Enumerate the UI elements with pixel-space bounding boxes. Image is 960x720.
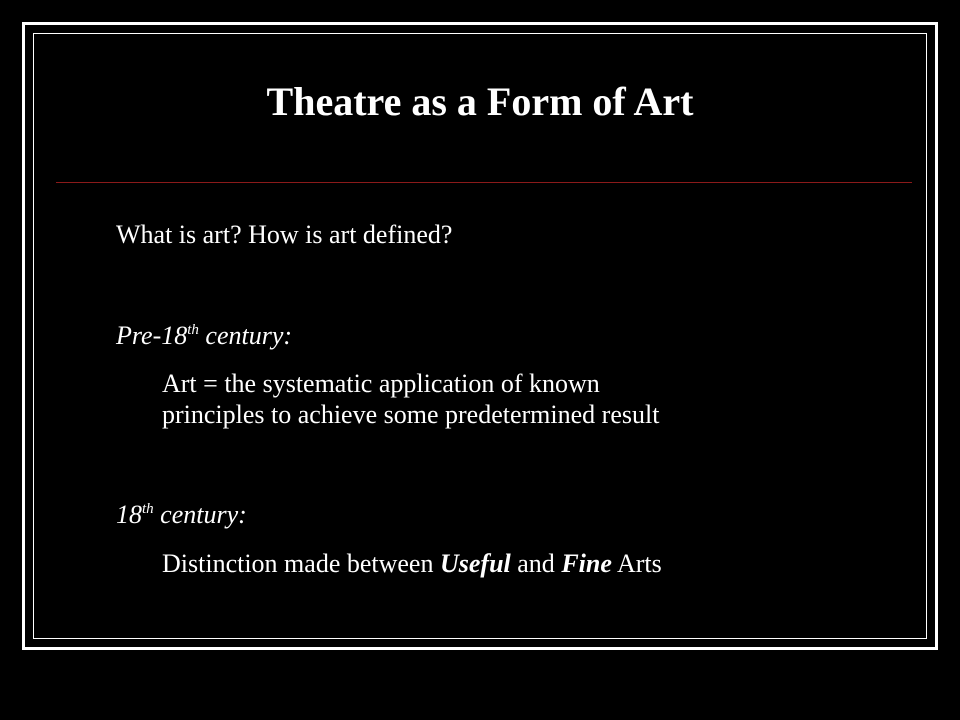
- section2-heading-sup: th: [142, 501, 154, 517]
- section1-line2: principles to achieve some predetermined result: [162, 400, 660, 429]
- fine-term: Fine: [561, 549, 612, 578]
- section2-text-after: Arts: [611, 549, 662, 578]
- section1-heading-prefix: Pre-18: [116, 321, 188, 350]
- section1-heading-suffix: century:: [198, 321, 293, 350]
- section1-heading-sup: th: [187, 322, 199, 338]
- section2-text-before: Distinction made between: [162, 549, 440, 578]
- section2-heading: [116, 500, 247, 530]
- section1-heading: [116, 321, 292, 351]
- question-text: What is art? How is art defined?: [116, 220, 453, 249]
- section2-text-middle: and: [510, 549, 562, 578]
- slide-title: Theatre as a Form of Art: [266, 79, 694, 124]
- section2-heading-suffix: century:: [153, 500, 247, 529]
- useful-term: Useful: [439, 549, 511, 578]
- section2-text: [162, 549, 662, 579]
- section2-heading-prefix: 18: [116, 500, 142, 529]
- title-divider: [56, 182, 912, 183]
- section1-line1: Art = the systematic application of known: [162, 369, 600, 398]
